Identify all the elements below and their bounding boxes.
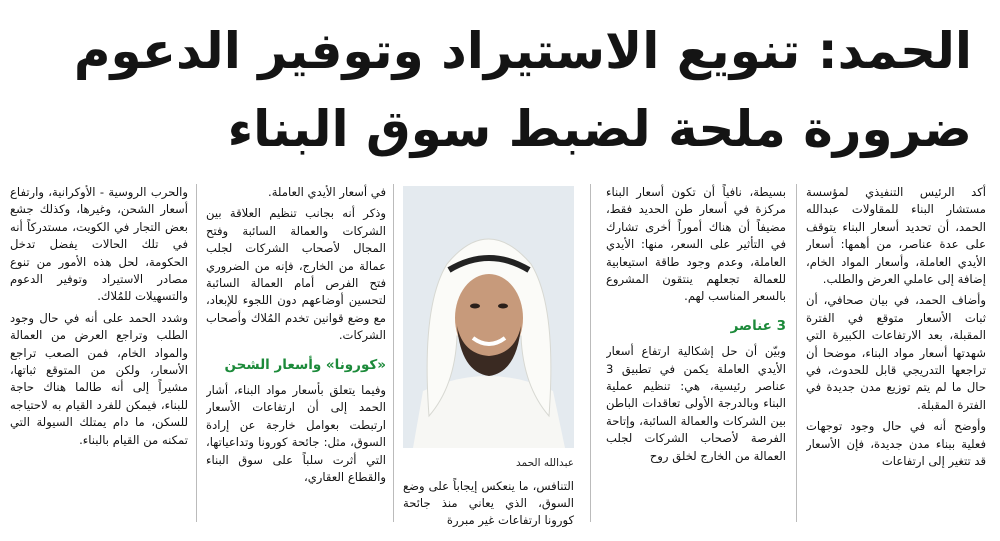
article-column-1 (806, 184, 986, 528)
paragraph: وأوضح أنه في حال وجود توجهات فعلية ببناء مدن جديدة، فإن الأسعار قد تتغير إلى ارتفاعات (806, 419, 986, 469)
photo-caption: عبدالله الحمد (516, 457, 574, 469)
column-divider (196, 184, 197, 522)
paragraph: والحرب الروسية - الأوكرانية، وارتفاع أسعار الشحن، وغيرها، وكذلك جشع بعض التجار في الكويت، مستدركاً أنه في تلك الحالات يفضل تدخل الحكومة، لحل هذه الأمور من تنوع مصادر الاستيراد وتوفير الدعوم والتسهيلات للمُلاك. (10, 185, 188, 304)
paragraph: وفيما يتعلق بأسعار مواد البناء، أشار الحمد إلى أن ارتفاعات الأسعار ارتبطت بعوامل خارجة عن إرادة السوق، مثل: جائحة كورونا وتداعياتها، التي أثرت سلباً على سوق البناء والقطاع العقاري، (206, 383, 386, 485)
article-column-2 (606, 184, 786, 528)
paragraph: وذكر أنه بجانب تنظيم العلاقة بين الشركات والعمالة السائبة وفتح المجال لأصحاب الشركات لجلب عمالة من الخارج، فإنه من الضروري فتح الفرص أمام العمالة السائبة لتحسين أوضاعهم دون اللجوء للإبعاد، مع وضع قوانين تخدم المُلاك وأصحاب الشركات. (206, 206, 386, 343)
headline-line-1: الحمد: تنويع الاستيراد وتوفير الدعوم (73, 22, 972, 80)
paragraph: وأضاف الحمد، في بيان صحافي، أن ثبات الأسعار متوقع في الفترة المقبلة، بعد الارتفاعات الكبيرة التي شهدتها أسعار مواد البناء، موضحا أن تراجعها التدريجي قابل للحدوث، في حال ما لم يتم توزيع مدن جديدة في الفترة المقبلة. (806, 293, 986, 412)
paragraph: وبيّن أن حل إشكالية ارتفاع أسعار الأيدي العاملة يكمن في تطبيق 3 عناصر رئيسية، هي: تنظيم عملية البناء وبالدرجة الأولى تعاقدات الباطن بين الشركات والعمالة السائبة، وإتاحة الفرصة لأصحاب الشركات لجلب العمالة من الخارج لخلق روح (606, 344, 786, 463)
section-subhead: 3 عناصر (730, 317, 786, 334)
section-subhead: «كورونا» وأسعار الشحن (224, 356, 386, 373)
paragraph: أكد الرئيس التنفيذي لمؤسسة مستشار البناء للمقاولات عبدالله الحمد، أن تحديد أسعار البناء يتوقف على عدة عناصر، من أهمها: أسعار الأيدي العاملة، وأسعار المواد الخام، إضافة إلى عاملي العرض والطلب. (806, 185, 986, 287)
article-column-5 (10, 184, 188, 528)
article-column-4 (206, 184, 386, 528)
paragraph: بسيطة، نافياً أن تكون أسعار البناء مركزة في أسعار طن الحديد فقط، مضيفاً أن هناك أموراً أخرى تشارك في التأثير على السعر، منها: الأيدي العاملة، وعدم وجود طاقة استيعابية للعمالة تجعلهم ينتقون المشروع بالسعر المناسب لهم. (606, 185, 786, 304)
column-divider (796, 184, 797, 522)
column-divider (393, 184, 394, 522)
portrait-photo (403, 186, 574, 448)
paragraph: في أسعار الأيدي العاملة. (268, 185, 386, 199)
column-divider (590, 184, 591, 522)
article-column-3-continuation (403, 466, 574, 541)
headline-line-2: ضرورة ملحة لضبط سوق البناء (227, 100, 972, 158)
paragraph: التنافس، ما ينعكس إيجاباً على وضع السوق، الذي يعاني منذ جائحة كورونا ارتفاعات غير مبررة (403, 478, 574, 528)
paragraph: وشدد الحمد على أنه في حال وجود الطلب وتراجع العرض من العمالة والمواد الخام، فمن الصعب تراجع الأسعار، ولكن من المتوقع ثباتها، مشيراً إلى أنه طالما هناك حاجة للبناء، فيمكن للفرد القيام به لاحتياجه للسكن، ما دام يمتلك السيولة التي تمكنه من القيام بالبناء. (10, 310, 188, 447)
